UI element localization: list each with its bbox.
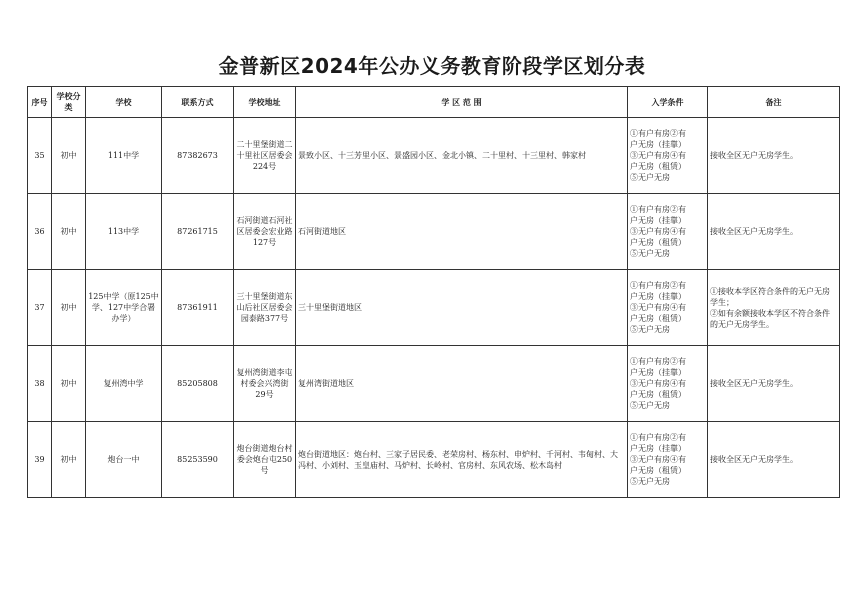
note-line: 接收全区无户无房学生。 — [710, 227, 798, 236]
cell-notes — [708, 422, 840, 498]
condition-line: ①有户有房②有 — [630, 357, 686, 366]
table-row — [28, 194, 840, 270]
cell-index: 37 — [28, 270, 52, 346]
cell-school: 复州湾中学 — [86, 346, 162, 422]
cell-conditions — [628, 346, 708, 422]
cell-district: 石河街道地区 — [296, 194, 628, 270]
condition-line: ⑤无户无房 — [630, 477, 670, 486]
condition-line: ⑤无户无房 — [630, 173, 670, 182]
header-category: 学校分类 — [52, 87, 86, 118]
cell-phone: 85253590 — [162, 422, 234, 498]
condition-line: ③无户有房④有 — [630, 303, 686, 312]
cell-notes — [708, 118, 840, 194]
cell-phone: 85205808 — [162, 346, 234, 422]
condition-line: 户无房（租赁） — [630, 466, 686, 475]
condition-line: ③无户有房④有 — [630, 455, 686, 464]
district-table — [27, 86, 840, 498]
cell-index: 38 — [28, 346, 52, 422]
condition-line: ⑤无户无房 — [630, 249, 670, 258]
cell-notes — [708, 270, 840, 346]
table-row — [28, 346, 840, 422]
condition-line: 户无房（挂靠） — [630, 368, 686, 377]
condition-line: ①有户有房②有 — [630, 281, 686, 290]
cell-category: 初中 — [52, 346, 86, 422]
condition-line: 户无房（挂靠） — [630, 292, 686, 301]
cell-school: 113中学 — [86, 194, 162, 270]
condition-line: ⑤无户无房 — [630, 325, 670, 334]
table-header-row — [28, 87, 840, 118]
note-line: ②如有余额接收本学区不符合条件的无户无房学生。 — [710, 308, 830, 329]
condition-line: ③无户有房④有 — [630, 227, 686, 236]
condition-line: 户无房（租赁） — [630, 162, 686, 171]
header-school: 学校 — [86, 87, 162, 118]
condition-line: 户无房（租赁） — [630, 314, 686, 323]
condition-line: 户无房（租赁） — [630, 390, 686, 399]
condition-line: ①有户有房②有 — [630, 433, 686, 442]
cell-conditions — [628, 194, 708, 270]
header-district: 学 区 范 围 — [296, 87, 628, 118]
cell-category: 初中 — [52, 270, 86, 346]
condition-line: ③无户有房④有 — [630, 151, 686, 160]
condition-line: ⑤无户无房 — [630, 401, 670, 410]
cell-school: 111中学 — [86, 118, 162, 194]
cell-index: 36 — [28, 194, 52, 270]
cell-phone: 87361911 — [162, 270, 234, 346]
cell-district: 复州湾街道地区 — [296, 346, 628, 422]
condition-line: ①有户有房②有 — [630, 205, 686, 214]
table-row — [28, 118, 840, 194]
cell-district: 三十里堡街道地区 — [296, 270, 628, 346]
condition-line: ③无户有房④有 — [630, 379, 686, 388]
header-phone: 联系方式 — [162, 87, 234, 118]
cell-index: 39 — [28, 422, 52, 498]
cell-address: 二十里堡街道二十里社区居委会224号 — [234, 118, 296, 194]
table-row — [28, 270, 840, 346]
condition-line: 户无房（挂靠） — [630, 444, 686, 453]
table-row — [28, 422, 840, 498]
page-title: 金普新区2024年公办义务教育阶段学区划分表 — [218, 54, 646, 78]
cell-address: 炮台街道炮台村委会炮台屯250号 — [234, 422, 296, 498]
header-index: 序号 — [28, 87, 52, 118]
condition-line: ①有户有房②有 — [630, 129, 686, 138]
header-notes: 备注 — [708, 87, 840, 118]
cell-district: 景致小区、十三芳里小区、景盛园小区、金北小镇、二十里村、十三里村、韩家村 — [296, 118, 628, 194]
cell-notes — [708, 194, 840, 270]
condition-line: 户无房（租赁） — [630, 238, 686, 247]
cell-category: 初中 — [52, 422, 86, 498]
header-conditions: 入学条件 — [628, 87, 708, 118]
header-address: 学校地址 — [234, 87, 296, 118]
note-line: 接收全区无户无房学生。 — [710, 379, 798, 388]
cell-conditions — [628, 270, 708, 346]
condition-line: 户无房（挂靠） — [630, 216, 686, 225]
cell-school: 125中学（原125中学、127中学合署办学） — [86, 270, 162, 346]
cell-address: 石河街道石河社区居委会宏业路127号 — [234, 194, 296, 270]
cell-conditions — [628, 118, 708, 194]
cell-category: 初中 — [52, 194, 86, 270]
note-line: ①接收本学区符合条件的无户无房学生； — [710, 286, 830, 307]
cell-phone: 87261715 — [162, 194, 234, 270]
cell-category: 初中 — [52, 118, 86, 194]
note-line: 接收全区无户无房学生。 — [710, 151, 798, 160]
cell-phone: 87382673 — [162, 118, 234, 194]
cell-school: 炮台一中 — [86, 422, 162, 498]
cell-index: 35 — [28, 118, 52, 194]
cell-conditions — [628, 422, 708, 498]
cell-address: 复州湾街道李屯村委会兴湾街29号 — [234, 346, 296, 422]
note-line: 接收全区无户无房学生。 — [710, 455, 798, 464]
condition-line: 户无房（挂靠） — [630, 140, 686, 149]
cell-district: 炮台街道地区：炮台村、三家子居民委、老荣房村、杨东村、申炉村、千河村、韦甸村、大冯村、小刘村、玉皇庙村、马炉村、长岭村、官房村、东风农场、松木岛村 — [296, 422, 628, 498]
cell-notes — [708, 346, 840, 422]
cell-address: 三十里堡街道东山后社区居委会园泰路377号 — [234, 270, 296, 346]
